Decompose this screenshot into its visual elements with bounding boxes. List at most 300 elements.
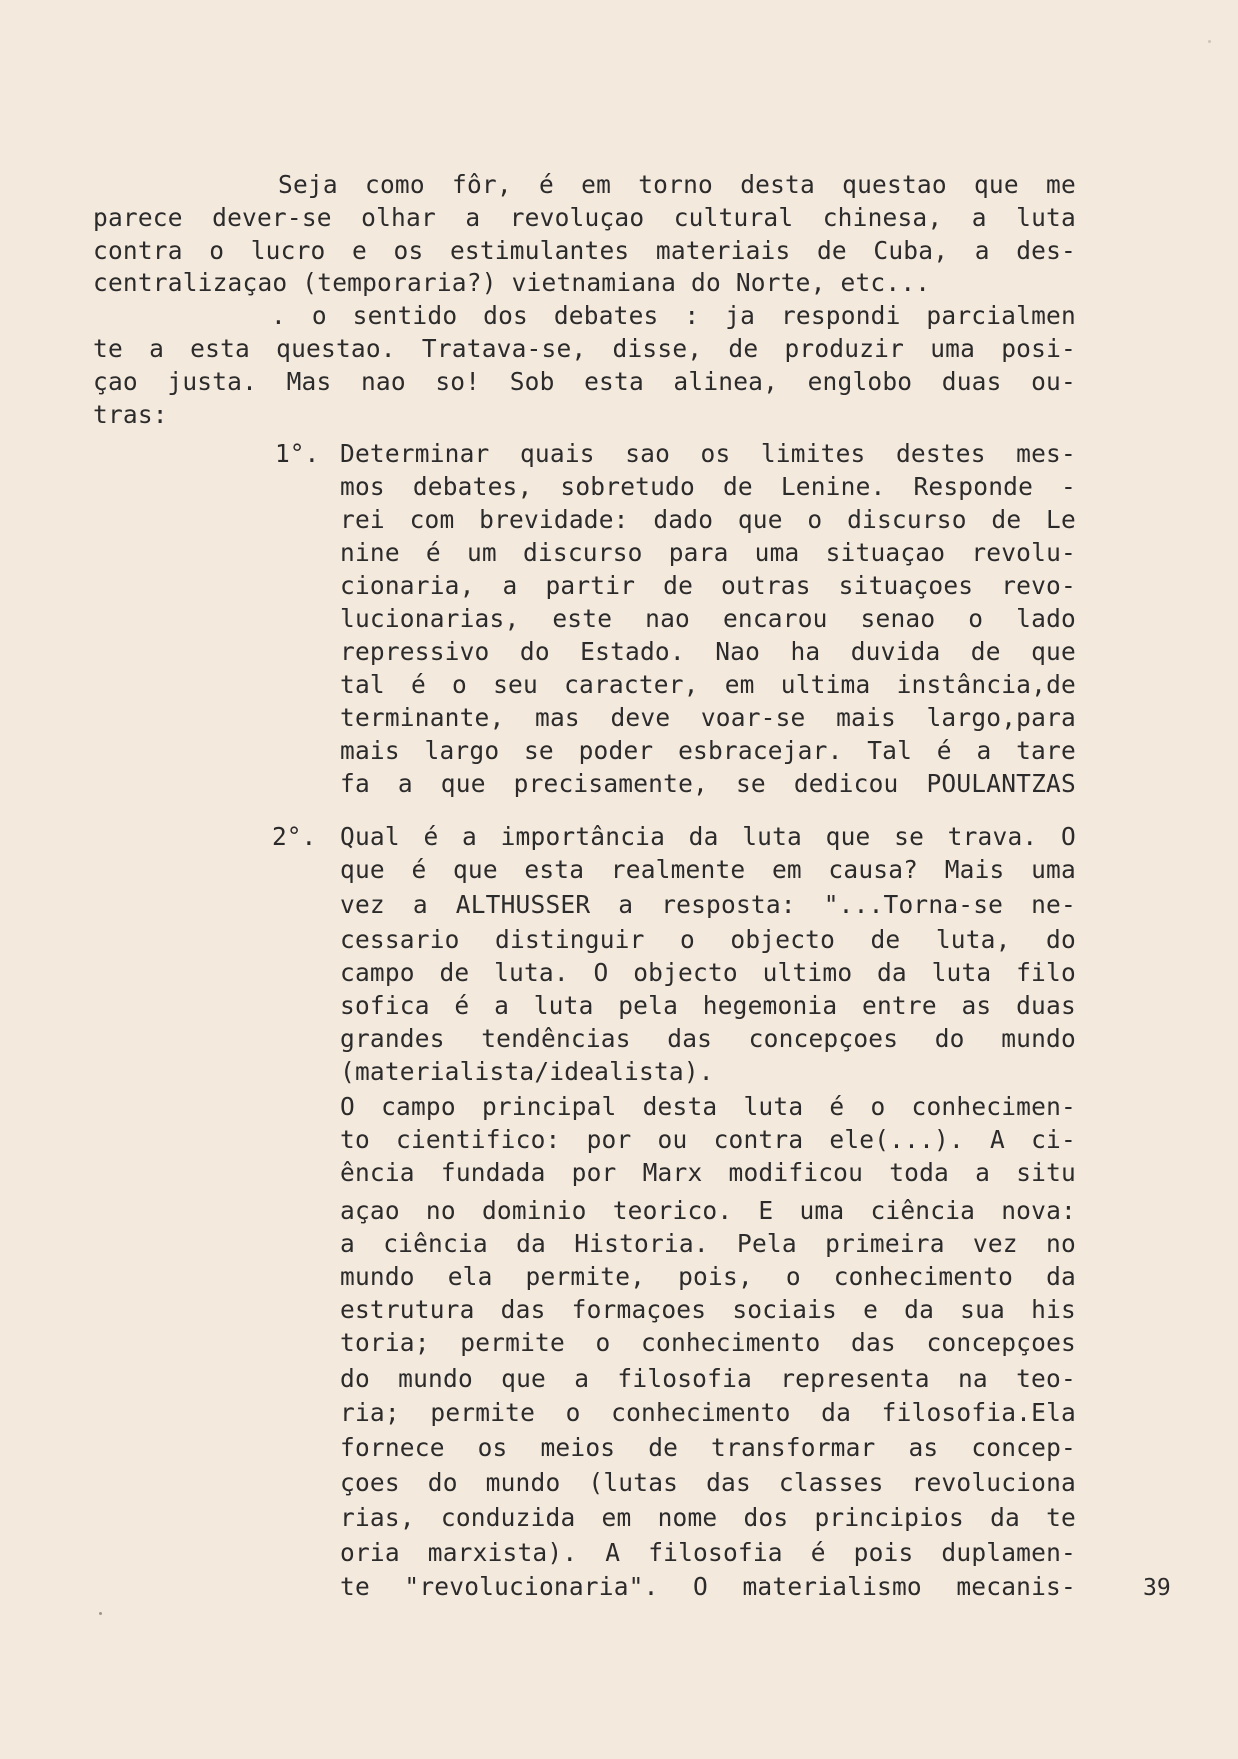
word: a: [971, 203, 987, 232]
word: da: [904, 1295, 935, 1324]
word: justa.: [167, 367, 258, 396]
text-line: [93, 203, 1076, 233]
word: A: [605, 1538, 621, 1567]
word: em: [601, 1503, 632, 1532]
word: este: [552, 604, 613, 633]
word: "...Torna-se: [823, 890, 1004, 919]
word: luta.: [494, 958, 569, 987]
text-line: [340, 1196, 1076, 1226]
word: os: [700, 439, 731, 468]
word: conduzida: [440, 1503, 576, 1532]
word: de: [970, 637, 1001, 666]
word: que: [340, 855, 385, 884]
word: da: [516, 1229, 546, 1258]
word: materiais: [655, 236, 791, 265]
text-line: [340, 890, 1076, 920]
word: Tratava-se,: [421, 334, 587, 363]
word: outras: [721, 571, 811, 600]
word: das: [851, 1328, 896, 1357]
word: fôr,: [452, 170, 512, 199]
word: em: [581, 170, 612, 199]
word: debates: [553, 301, 659, 330]
word: distinguir: [495, 925, 645, 954]
word: uma: [1031, 855, 1076, 884]
word: mundo: [1001, 1024, 1076, 1053]
word: desta: [642, 1092, 718, 1121]
text-line: [340, 1229, 1076, 1259]
word: Marx: [642, 1158, 703, 1187]
word: posi-: [1001, 334, 1076, 363]
word: em: [771, 855, 802, 884]
word: ele(...).: [829, 1125, 964, 1154]
word: a: [412, 890, 428, 919]
word: o: [595, 1328, 611, 1357]
word: a: [494, 991, 510, 1020]
word: é: [539, 170, 554, 199]
word: sua: [960, 1295, 1006, 1324]
word: contra: [713, 1125, 804, 1154]
word: das: [500, 1295, 546, 1324]
word: desta: [740, 170, 815, 199]
word: Estado.: [580, 637, 685, 666]
word: os: [393, 236, 424, 265]
word: permite: [460, 1328, 565, 1357]
word: filosofia: [648, 1538, 783, 1567]
word: Lenine.: [780, 472, 886, 501]
word: ALTHUSSER: [455, 890, 591, 919]
word: sociais: [732, 1295, 837, 1324]
word: é: [411, 855, 427, 884]
text-line: [340, 1572, 1076, 1602]
word: me: [1046, 170, 1076, 199]
word: toria;: [340, 1328, 430, 1357]
word: çoes: [340, 1468, 400, 1497]
word: mas: [535, 703, 580, 732]
word: de: [439, 958, 470, 987]
word: lado: [1016, 604, 1076, 633]
text-line: [340, 1398, 1076, 1428]
word: destes: [895, 439, 986, 468]
text-line: centralizaçao (temporaria?) vietnamiana do Norte, etc...: [93, 268, 931, 297]
text-line: [340, 1158, 1076, 1188]
word: objecto: [633, 958, 738, 987]
word: deve: [610, 703, 671, 732]
word: nao: [360, 367, 406, 396]
word: esta: [584, 367, 644, 396]
word: o: [680, 925, 695, 954]
word: tare: [1016, 736, 1076, 765]
word: te: [340, 1572, 370, 1601]
text-line: [93, 236, 1076, 266]
word: da: [990, 1503, 1020, 1532]
word: revo-: [1001, 571, 1076, 600]
word: campo: [340, 958, 415, 987]
word: materialismo: [742, 1572, 922, 1601]
word: mos: [340, 472, 385, 501]
word: vez: [340, 890, 385, 919]
word: representa: [780, 1364, 930, 1393]
word: situaçoes: [838, 571, 974, 600]
word: O: [593, 958, 609, 987]
word: :: [684, 301, 700, 330]
word: transformar: [711, 1433, 876, 1462]
word: das: [706, 1468, 751, 1497]
word: fa: [340, 769, 370, 798]
text-line: [340, 822, 1076, 852]
text-line: [340, 958, 1076, 988]
word: a: [462, 822, 477, 851]
word: o: [565, 1398, 581, 1427]
word: de: [722, 472, 753, 501]
word: conhecimen-: [911, 1092, 1076, 1121]
word: conhecimento: [611, 1398, 791, 1427]
word: ultima: [780, 670, 871, 699]
list-marker: 1°.: [275, 439, 320, 468]
text-line: [340, 769, 1076, 799]
text-line: [340, 571, 1076, 601]
word: mais: [340, 736, 400, 765]
word: o: [311, 301, 327, 330]
word: concepçoes: [748, 1024, 899, 1053]
word: na: [957, 1364, 988, 1393]
word: debates,: [412, 472, 533, 501]
word: "revolucionaria".: [404, 1572, 659, 1601]
text-line: [340, 1328, 1076, 1358]
word: da: [688, 822, 719, 851]
word: repressivo: [340, 637, 490, 666]
word: revoluçao: [509, 203, 645, 232]
word: luta: [743, 1092, 804, 1121]
word: realmente: [610, 855, 746, 884]
word: Le: [1046, 505, 1076, 534]
word: conhecimento: [641, 1328, 821, 1357]
word: nine: [340, 538, 400, 567]
word: campo: [381, 1092, 456, 1121]
word: é: [410, 670, 426, 699]
word: dominio: [481, 1196, 587, 1225]
word: que: [825, 822, 871, 851]
word: estimulantes: [449, 236, 630, 265]
word: ou-: [1031, 367, 1076, 396]
word: Qual: [340, 822, 400, 851]
word: fundada: [440, 1158, 546, 1187]
word: da: [821, 1398, 852, 1427]
word: rias,: [340, 1503, 415, 1532]
text-line: [340, 604, 1076, 634]
word: dado: [653, 505, 714, 534]
text-line: [340, 505, 1076, 535]
word: mes-: [1016, 439, 1076, 468]
word: do: [427, 1468, 458, 1497]
word: fornece: [340, 1433, 445, 1462]
word: precisamente,: [513, 769, 708, 798]
word: discurso: [847, 505, 967, 534]
word: no: [425, 1196, 456, 1225]
word: terminante,: [340, 703, 505, 732]
word: do: [519, 637, 550, 666]
word: se: [523, 736, 554, 765]
word: sobretudo: [560, 472, 695, 501]
word: do: [934, 1024, 965, 1053]
word: revoluciona: [911, 1468, 1076, 1497]
word: que: [440, 769, 486, 798]
word: conhecimento: [833, 1262, 1014, 1291]
word: luta: [533, 991, 594, 1020]
word: e: [352, 236, 367, 265]
list-marker: 2°.: [272, 822, 317, 851]
text-line: [340, 1433, 1076, 1463]
word: trava.: [947, 822, 1038, 851]
word: teo-: [1016, 1364, 1076, 1393]
word: as: [908, 1433, 939, 1462]
word: ria;: [340, 1398, 400, 1427]
word: estrutura: [340, 1295, 475, 1324]
word: uma: [799, 1196, 845, 1225]
word: é: [454, 991, 470, 1020]
word: ci-: [1031, 1125, 1076, 1154]
word: duas: [1016, 991, 1076, 1020]
text-line: [340, 439, 1076, 469]
word: esbracejar.: [678, 736, 843, 765]
word: a: [397, 769, 413, 798]
word: Seja: [278, 170, 338, 199]
word: filo: [1016, 958, 1076, 987]
text-line: [93, 334, 1076, 364]
word: da: [876, 958, 907, 987]
word: produzir: [784, 334, 905, 363]
word: que: [973, 170, 1019, 199]
word: que: [1031, 637, 1076, 666]
word: instância,de: [896, 670, 1076, 699]
word: to: [340, 1125, 370, 1154]
word: o: [807, 505, 823, 534]
word: permite: [430, 1398, 536, 1427]
word: o: [785, 1262, 801, 1291]
word: cientifico:: [396, 1125, 561, 1154]
word: resposta:: [661, 890, 796, 919]
word: hegemonia: [702, 991, 838, 1020]
word: torno: [638, 170, 713, 199]
word: uma: [754, 538, 800, 567]
word: çao: [93, 367, 138, 396]
word: que: [452, 855, 498, 884]
text-line: [93, 301, 1076, 331]
word: quais: [519, 439, 595, 468]
word: mais: [836, 703, 896, 732]
word: um: [466, 538, 497, 567]
text-line: [340, 472, 1076, 502]
word: em: [724, 670, 755, 699]
word: E: [758, 1196, 774, 1225]
word: encarou: [722, 604, 828, 633]
text-line: [340, 1125, 1076, 1155]
word: respondi: [780, 301, 901, 330]
word: Mas: [286, 367, 332, 396]
word: POULANTZAS: [926, 769, 1076, 798]
word: por: [571, 1158, 617, 1187]
word: olhar: [361, 203, 436, 232]
word: os: [477, 1433, 508, 1462]
word: primeira: [825, 1229, 945, 1258]
word: mecanis-: [956, 1572, 1076, 1601]
word: situaçao: [825, 538, 946, 567]
word: brevidade:: [479, 505, 629, 534]
word: O: [340, 1092, 355, 1121]
word: situ: [1016, 1158, 1076, 1187]
word: ciência: [870, 1196, 976, 1225]
word: vez: [972, 1229, 1018, 1258]
word: concep-: [971, 1433, 1076, 1462]
word: o: [209, 236, 225, 265]
word: parece: [93, 203, 183, 232]
word: grandes: [340, 1024, 445, 1053]
word: Mais: [944, 855, 1005, 884]
word: ultimo: [762, 958, 853, 987]
word: revolu-: [971, 538, 1076, 567]
word: alinea,: [673, 367, 779, 396]
word: e: [863, 1295, 879, 1324]
word: mundo: [340, 1262, 415, 1291]
word: a: [574, 1364, 590, 1393]
word: (lutas: [588, 1468, 679, 1497]
word: causa?: [828, 855, 919, 884]
word: duvida: [850, 637, 941, 666]
word: luta: [742, 822, 803, 851]
word: para: [668, 538, 729, 567]
word: luta: [931, 958, 992, 987]
word: -: [1061, 472, 1076, 501]
text-line: [340, 670, 1076, 700]
word: que: [501, 1364, 546, 1393]
paper-speck: [99, 1612, 102, 1615]
word: contra: [93, 236, 183, 265]
word: das: [667, 1024, 713, 1053]
word: largo: [424, 736, 500, 765]
text-line: [340, 1364, 1076, 1394]
word: ela: [447, 1262, 493, 1291]
text-line: [340, 736, 1076, 766]
word: tendências: [481, 1024, 631, 1053]
word: limites: [760, 439, 866, 468]
word: dever-se: [212, 203, 332, 232]
word: formaçoes: [571, 1295, 707, 1324]
word: filosofia.Ela: [881, 1398, 1076, 1427]
word: se: [894, 822, 925, 851]
text-line: [340, 1503, 1076, 1533]
text-line: [340, 1295, 1076, 1325]
text-line: [340, 1468, 1076, 1498]
word: entre: [862, 991, 937, 1020]
word: tal: [340, 670, 385, 699]
word: pois: [853, 1538, 914, 1567]
word: ne-: [1031, 890, 1076, 919]
word: concepçoes: [926, 1328, 1076, 1357]
word: a: [502, 571, 518, 600]
word: é: [425, 538, 441, 567]
word: marxista).: [427, 1538, 578, 1567]
word: esta: [190, 334, 250, 363]
word: O: [693, 1572, 708, 1601]
word: Historia.: [574, 1229, 709, 1258]
word: cessario: [340, 925, 460, 954]
word: oria: [340, 1538, 400, 1567]
word: a: [975, 1158, 991, 1187]
word: teorico.: [612, 1196, 733, 1225]
word: é: [810, 1538, 826, 1567]
word: A: [990, 1125, 1005, 1154]
page-number: 39: [1143, 1575, 1171, 1601]
word: toda: [889, 1158, 950, 1187]
word: O: [1060, 822, 1076, 851]
word: as: [961, 991, 992, 1020]
word: voar-se: [700, 703, 806, 732]
word: permite,: [525, 1262, 646, 1291]
word: de: [663, 571, 694, 600]
word: dos: [483, 301, 528, 330]
text-line: [340, 637, 1076, 667]
text-line: [340, 925, 1076, 955]
word: de: [870, 925, 901, 954]
word: nome: [657, 1503, 718, 1532]
word: ha: [790, 637, 821, 666]
word: his: [1031, 1295, 1076, 1324]
word: que: [737, 505, 783, 534]
text-line: [93, 170, 1076, 200]
word: caracter,: [564, 670, 699, 699]
word: dedicou: [793, 769, 899, 798]
word: sao: [625, 439, 671, 468]
word: Responde: [913, 472, 1034, 501]
word: a: [465, 203, 481, 232]
text-line: [340, 1092, 1076, 1122]
word: disse,: [612, 334, 703, 363]
text-line: (materialista/idealista).: [340, 1057, 714, 1086]
word: o: [968, 604, 984, 633]
word: chinesa,: [822, 203, 943, 232]
word: poder: [578, 736, 654, 765]
word: Pela: [737, 1229, 797, 1258]
word: cultural: [673, 203, 794, 232]
word: luta: [1016, 203, 1076, 232]
word: classes: [778, 1468, 884, 1497]
word: te: [93, 334, 123, 363]
word: a: [149, 334, 165, 363]
word: questao: [842, 170, 947, 199]
word: cionaria,: [340, 571, 475, 600]
word: o: [452, 670, 467, 699]
text-line: [340, 991, 1076, 1021]
word: de: [991, 505, 1022, 534]
text-line: [340, 1024, 1076, 1054]
word: nova:: [1001, 1196, 1076, 1225]
word: é: [423, 822, 439, 851]
word: parcialmen: [926, 301, 1076, 330]
word: de: [648, 1433, 679, 1462]
text-line: [340, 1538, 1076, 1568]
word: Nao: [715, 637, 761, 666]
word: .: [271, 301, 286, 330]
word: Sob: [509, 367, 555, 396]
word: luta,: [935, 925, 1011, 954]
word: mundo: [485, 1468, 561, 1497]
word: a: [976, 736, 992, 765]
word: principal: [481, 1092, 617, 1121]
word: do: [340, 1364, 370, 1393]
word: açao: [340, 1196, 400, 1225]
word: com: [409, 505, 455, 534]
word: lucionarias,: [340, 604, 520, 633]
paper-speck: [1208, 40, 1211, 43]
